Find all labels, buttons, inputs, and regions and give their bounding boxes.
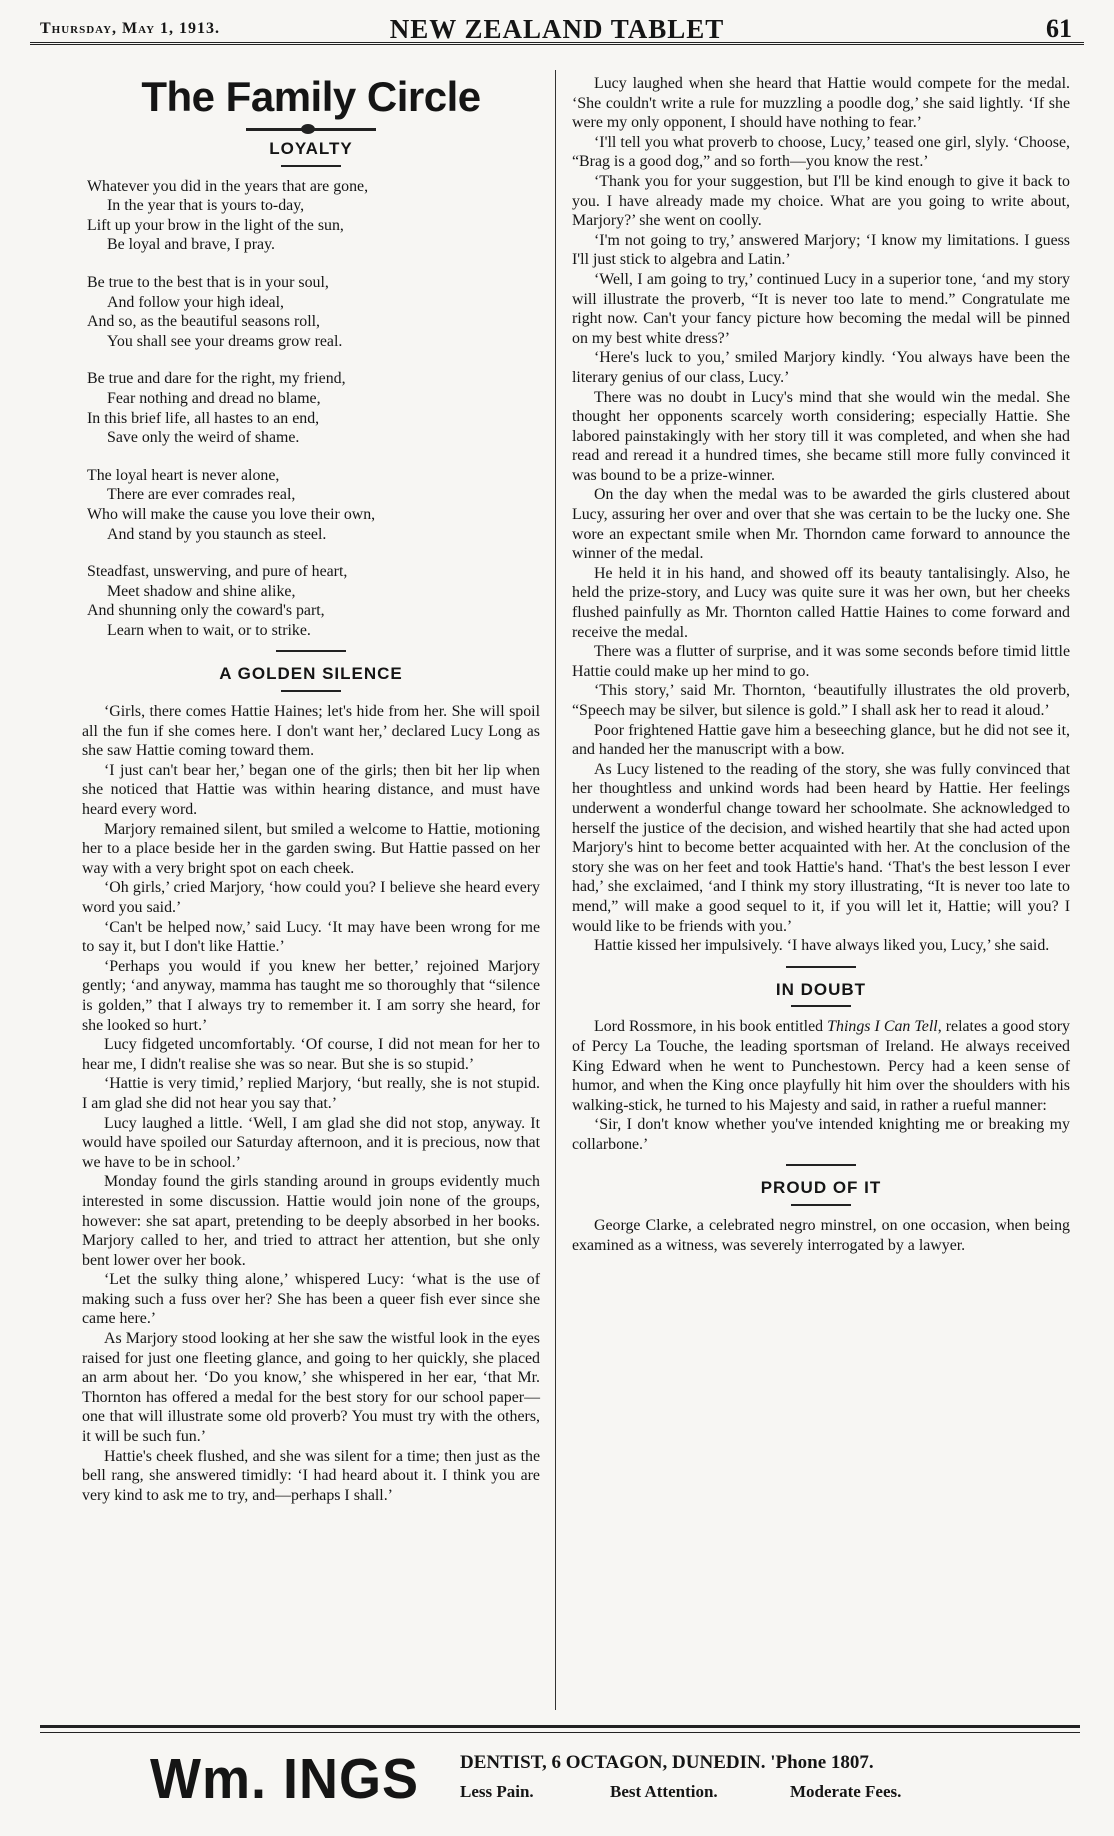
poem-line: Be true to the best that is in your soul, <box>87 273 329 291</box>
poem-line: And so, as the beautiful seasons roll, <box>87 313 321 331</box>
poem-line: You shall see your dreams grow real. <box>107 332 343 350</box>
section-rule <box>786 1164 856 1166</box>
book-title: Things I Can Tell <box>827 1018 938 1036</box>
story-paragraph: ‘Hattie is very timid,’ replied Marjory, ‘but really, she is not stupid. I am glad she did not hear you say that.’ <box>82 1075 540 1112</box>
in-doubt-text: Lord Rossmore, in his book entitled <box>594 1018 828 1036</box>
poem-stanza <box>87 369 540 447</box>
story-paragraph: Lucy fidgeted uncomfortably. ‘Of course, I did not mean for her to hear me, I didn't realise she was so near. But she is so stupid.’ <box>82 1036 540 1073</box>
poem-line: Save only the weird of shame. <box>107 429 300 447</box>
poem-line: And follow your high ideal, <box>107 293 284 311</box>
section-rule <box>786 966 856 968</box>
slogan-best-attention: Best Attention. <box>610 1782 718 1801</box>
section-rule <box>276 650 346 652</box>
story-text-continued <box>572 74 1070 956</box>
story-paragraph: Monday found the girls standing around in groups evidently much interested in some discussion. Hattie would join none of the groups, however: she sat apart, pretending to be deeply absorbed in her books. Marjory called to her, and tried to attract her attention, but she only bent lower over her book. <box>82 1173 540 1269</box>
poem-line: And stand by you staunch as steel. <box>107 525 327 543</box>
masthead: NEW ZEALAND TABLET <box>389 14 725 44</box>
slogan-less-pain: Less Pain. <box>460 1782 534 1801</box>
story-paragraph: ‘Thank you for your suggestion, but I'll be kind enough to give it back to you. I have already made my choice. What are you going to write about, Marjory?’ she went on coolly. <box>572 172 1070 230</box>
story-paragraph: Poor frightened Hattie gave him a beseeching glance, but he did not see it, and handed her the manuscript with a bow. <box>572 721 1070 759</box>
story-title: A GOLDEN SILENCE <box>219 664 403 684</box>
story-paragraph: ‘Let the sulky thing alone,’ whispered Lucy: ‘what is the use of making such a fuss over her? She has been a queer fish ever since she came here.’ <box>82 1271 540 1328</box>
in-doubt-paragraph <box>572 1017 1070 1115</box>
story-paragraph: Hattie's cheek flushed, and she was silent for a time; then just as the bell rang, she answered timidly: ‘I had heard about it. I think you are very kind to ask me to try, and—perhaps I shall.’ <box>82 1447 540 1504</box>
right-column <box>572 70 1070 1255</box>
story-paragraph: Marjory remained silent, but smiled a welcome to Hattie, motioning her to a place beside her in the garden swing. But Hattie passed on her way with a very bright spot on each cheek. <box>82 820 540 877</box>
footer-rule <box>40 1725 1080 1733</box>
story-paragraph: ‘Well, I am going to try,’ continued Lucy in a superior tone, ‘and my story will illustrate the proverb, “It is never too late to mend.” Congratulate me right now. Can't your fancy picture how becoming the medal will be pinned on my best white dress?’ <box>572 270 1070 347</box>
title-ornament <box>246 128 376 131</box>
advertiser-name: Wm. INGS <box>150 1747 420 1811</box>
story-paragraph: ‘Perhaps you would if you knew her better,’ rejoined Marjory gently; ‘and anyway, mamma has taught me so thoroughly that “silence is golden,” that I always try to remember it. I am sorry she heard, for she looked so hurt.’ <box>82 957 540 1034</box>
poem-line: Meet shadow and shine alike, <box>107 582 296 600</box>
in-doubt-text: , relates a good story of Percy La Touche, the leading sportsman of Ireland. He always received King Edward when he went to Punchestown. Percy had a keen sense of humor, and when the King once playfully hit him over the shoulders with his walking-stick, he turned to his Majesty and said, in rather a rueful manner: <box>572 1018 1071 1114</box>
story-paragraph: Lucy laughed when she heard that Hattie would compete for the medal. ‘She couldn't write a rule for muzzling a poodle dog,’ she said lightly. ‘If she were my only opponent, I should have nothing to fear.’ <box>572 75 1070 132</box>
story-paragraph: On the day when the medal was to be awarded the girls clustered about Lucy, assuring her over and over that she was certain to be the lucky one. She wore an expectant smile when Mr. Thorndon came forward to announce the winner of the medal. <box>572 486 1070 563</box>
poem-line: In this brief life, all hastes to an end, <box>87 409 320 427</box>
poem-line: Learn when to wait, or to strike. <box>107 621 311 639</box>
poem <box>87 177 540 641</box>
story-paragraph: ‘Can't be helped now,’ said Lucy. ‘It may have been wrong for me to say it, but I don't like Hattie.’ <box>82 918 540 956</box>
poem-title-rule <box>281 165 341 167</box>
story-paragraph: There was a flutter of surprise, and it was some seconds before timid little Hattie could make up her mind to go. <box>572 643 1070 680</box>
poem-line: Fear nothing and dread no blame, <box>107 389 321 407</box>
story-paragraph: ‘I just can't bear her,’ began one of the girls; then bit her lip when she noticed that Hattie was within hearing distance, and must have heard every word. <box>82 761 540 819</box>
story-title-rule <box>281 690 341 692</box>
section-title: The Family Circle <box>141 73 481 120</box>
proud-of-it-title: PROUD OF IT <box>760 1178 882 1198</box>
story-paragraph: Lucy laughed a little. ‘Well, I am glad she did not stop, anyway. It would have spoiled our Saturday afternoon, and it is precious, now that we have to be in school.’ <box>82 1114 540 1171</box>
issue-date: Thursday, May 1, 1913. <box>40 20 221 37</box>
in-doubt-quote: ‘Sir, I don't know whether you've intended knighting me or breaking my collarbone.’ <box>572 1116 1070 1153</box>
story-paragraph: As Lucy listened to the reading of the story, she was fully convinced that her thoughtless and unkind words had been heard by Hattie. Her feelings underwent a wonderful change toward her schoolmate. She acknowledged to herself the justice of the decision, and wished heartily that she had acted upon Marjory's hint to become better acquainted with her. At the conclusion of the story she was on her feet and took Hattie's hand. ‘That's the best lesson I ever had,’ she exclaimed, ‘and I think my story illustrating, “It is never too late to mend,” will make a good sequel to it, if you will let it, Hattie; will you? I would like to be friends with you.’ <box>572 760 1070 935</box>
poem-line: The loyal heart is never alone, <box>87 466 280 484</box>
story-paragraph: ‘I'm not going to try,’ answered Marjory; ‘I know my limitations. I guess I'll just stick to algebra and Latin.’ <box>572 231 1070 269</box>
poem-line: Who will make the cause you love their own, <box>87 505 376 523</box>
page-header <box>30 8 1084 45</box>
story-paragraph: ‘This story,’ said Mr. Thornton, ‘beautifully illustrates the old proverb, “Speech may be silver, but silence is gold.” I shall ask her to read it aloud.’ <box>572 682 1070 719</box>
poem-line: In the year that is yours to-day, <box>107 197 305 215</box>
poem-line: And shunning only the coward's part, <box>87 602 325 620</box>
story-paragraph: ‘Here's luck to you,’ smiled Marjory kindly. ‘You always have been the literary genius of our class, Lucy.’ <box>572 349 1070 386</box>
column-divider <box>555 70 556 1710</box>
poem-title: LOYALTY <box>269 139 353 158</box>
story-paragraph: ‘Girls, there comes Hattie Haines; let's hide from her. She will spoil all the fun if she comes here. I don't want her,’ declared Lucy Long as she saw Hattie coming toward them. <box>82 703 540 760</box>
story-paragraph: Hattie kissed her impulsively. ‘I have always liked you, Lucy,’ she said. <box>594 937 1050 955</box>
poem-line: Whatever you did in the years that are gone, <box>87 177 369 195</box>
poem-line: Steadfast, unswerving, and pure of heart, <box>87 563 348 581</box>
page-number: 61 <box>1046 14 1072 43</box>
story-paragraph: As Marjory stood looking at her she saw the wistful look in the eyes raised for just one fleeting glance, and going to her quickly, she placed an arm about her. ‘Do you know,’ she whispered in her ear, ‘that Mr. Thornton has offered a medal for the best story for our school paper—one that will illustrate some old proverb? You must try with the others, it will be such fun.’ <box>82 1330 540 1446</box>
slogan-moderate-fees: Moderate Fees. <box>790 1782 902 1801</box>
proud-of-it-title-rule <box>791 1204 851 1206</box>
poem-stanza <box>87 466 540 544</box>
story-paragraph: ‘Oh girls,’ cried Marjory, ‘how could you? I believe she heard every word you said.’ <box>82 879 540 916</box>
story-paragraph: There was no doubt in Lucy's mind that she would win the medal. She thought her opponents scarcely worth considering; especially Hattie. She labored painstakingly with her story till it was completed, and when she had read and reread it a hundred times, she became still more fully convinced it was bound to be a prize-winner. <box>572 388 1070 484</box>
in-doubt-title-rule <box>791 1005 851 1007</box>
poem-line: There are ever comrades real, <box>107 486 296 504</box>
advertisement <box>40 1740 1080 1820</box>
in-doubt-title: IN DOUBT <box>775 979 867 999</box>
advertiser-address: DENTIST, 6 OCTAGON, DUNEDIN. 'Phone 1807. <box>460 1752 874 1773</box>
poem-line: Lift up your brow in the light of the sun, <box>87 216 344 234</box>
story-paragraph: ‘I'll tell you what proverb to choose, Lucy,’ teased one girl, slyly. ‘Choose, “Brag is a good dog,” and so forth—you know the rest.’ <box>572 133 1070 171</box>
left-column <box>82 70 540 1505</box>
poem-stanza <box>87 562 540 640</box>
poem-stanza <box>87 273 540 351</box>
story-paragraph: He held it in his hand, and showed off its beauty tantalisingly. Also, he held the prize-story, and Lucy was quite sure it was her own, but her cheeks flushed painfully as Mr. Thornton called Hattie Haines to come forward and receive the medal. <box>572 564 1070 641</box>
poem-stanza <box>87 177 540 255</box>
proud-of-it-paragraph: George Clarke, a celebrated negro minstrel, on one occasion, when being examined as a witness, was severely interrogated by a lawyer. <box>572 1217 1070 1254</box>
poem-line: Be true and dare for the right, my friend, <box>87 370 346 388</box>
poem-line: Be loyal and brave, I pray. <box>107 236 275 254</box>
story-text <box>82 702 540 1505</box>
